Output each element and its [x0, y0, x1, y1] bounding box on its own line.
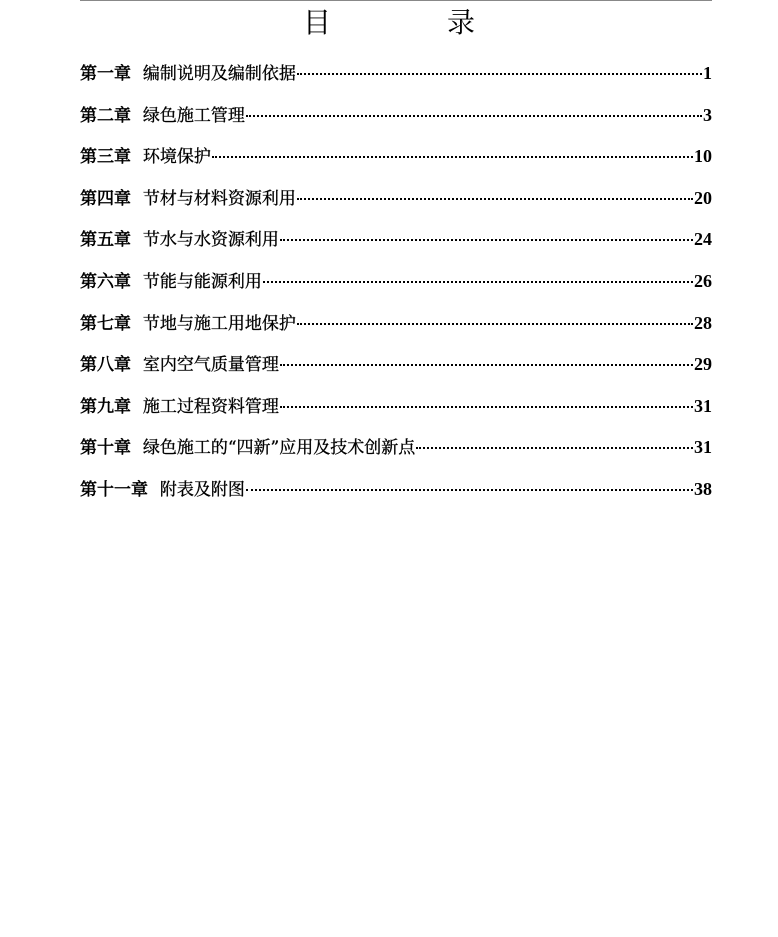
table-of-contents — [80, 56, 712, 514]
toc-page-number: 29 — [694, 354, 712, 375]
toc-leader-dots — [246, 489, 693, 491]
toc-entry-7[interactable] — [80, 306, 712, 348]
toc-chapter: 第九章 — [80, 396, 131, 417]
toc-leader-dots — [280, 364, 693, 366]
toc-entry-4[interactable] — [80, 181, 712, 223]
toc-page-number: 28 — [694, 312, 712, 333]
toc-entry-11[interactable] — [80, 472, 712, 514]
toc-page-number: 10 — [694, 146, 712, 167]
toc-leader-dots — [416, 447, 693, 449]
toc-chapter: 第五章 — [80, 230, 131, 251]
toc-leader-dots — [297, 198, 693, 200]
toc-page-number: 24 — [694, 229, 712, 250]
toc-entry-5[interactable] — [80, 222, 712, 264]
toc-title: 附表及附图 — [159, 479, 245, 500]
toc-page-number: 1 — [703, 63, 712, 83]
toc-leader-dots — [280, 239, 693, 241]
toc-leader-dots — [212, 156, 693, 158]
toc-leader-dots — [263, 281, 693, 283]
toc-entry-3[interactable] — [80, 139, 712, 181]
page-title: 目 录 — [302, 6, 519, 39]
toc-title: 室内空气质量管理 — [142, 355, 279, 376]
toc-entry-10[interactable] — [80, 430, 712, 472]
top-rule — [80, 0, 712, 1]
toc-chapter: 第十一章 — [80, 479, 148, 500]
toc-chapter: 第四章 — [80, 188, 131, 209]
toc-chapter: 第七章 — [80, 313, 131, 334]
toc-chapter: 第二章 — [80, 105, 131, 126]
toc-entry-6[interactable] — [80, 264, 712, 306]
toc-title: 施工过程资料管理 — [142, 396, 279, 417]
toc-title: 节能与能源利用 — [142, 271, 262, 292]
toc-leader-dots — [246, 115, 702, 117]
toc-title: 绿色施工的“四新”应用及技术创新点 — [142, 438, 416, 459]
toc-chapter: 第十章 — [80, 438, 131, 459]
toc-chapter: 第一章 — [80, 64, 131, 84]
toc-entry-1[interactable] — [80, 56, 712, 98]
toc-page-number: 38 — [694, 478, 712, 499]
toc-title: 节材与材料资源利用 — [142, 188, 296, 209]
toc-chapter: 第六章 — [80, 271, 131, 292]
toc-page-number: 31 — [694, 437, 712, 458]
toc-page-number: 20 — [694, 187, 712, 208]
toc-entry-2[interactable] — [80, 98, 712, 140]
toc-chapter: 第三章 — [80, 147, 131, 168]
toc-title: 编制说明及编制依据 — [142, 64, 296, 84]
toc-page-number: 26 — [694, 270, 712, 291]
toc-leader-dots — [297, 323, 693, 325]
toc-entry-8[interactable] — [80, 347, 712, 389]
toc-title: 节水与水资源利用 — [142, 230, 279, 251]
toc-title: 节地与施工用地保护 — [142, 313, 296, 334]
toc-title: 绿色施工管理 — [142, 105, 245, 126]
toc-entry-9[interactable] — [80, 389, 712, 431]
toc-title: 环境保护 — [142, 147, 211, 168]
toc-page-number: 31 — [694, 395, 712, 416]
toc-leader-dots — [297, 73, 702, 75]
toc-page-number: 3 — [703, 104, 712, 125]
toc-leader-dots — [280, 406, 693, 408]
toc-chapter: 第八章 — [80, 355, 131, 376]
